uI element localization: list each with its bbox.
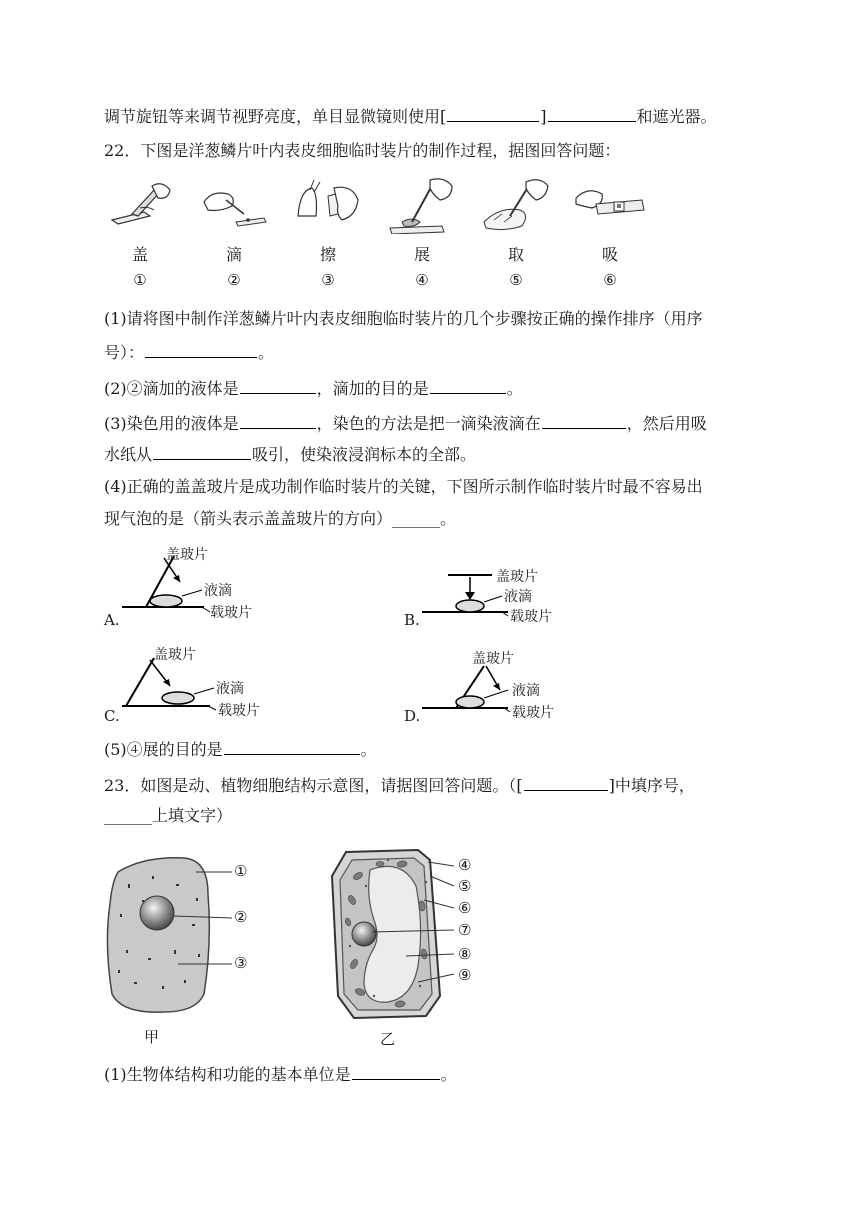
q22-p5-blank[interactable]	[224, 737, 360, 755]
option-c-diagram	[104, 640, 304, 726]
step-take-icon	[480, 176, 552, 234]
q23-p1-blank[interactable]	[352, 1062, 440, 1080]
q22-p3-line-b: 水纸从 吸引，使染液浸润标本的全部。	[104, 442, 476, 466]
plant-cell-figure: ④ ⑤ ⑥ ⑦ ⑧ ⑨ 乙	[330, 846, 510, 1050]
q22-p2-blank-liquid[interactable]	[240, 376, 316, 394]
q22-p2-blank-purpose[interactable]	[430, 376, 506, 394]
q22-p5-line: (5)④展的目的是 。	[104, 737, 377, 761]
q21-blank-number[interactable]	[447, 104, 539, 122]
q21-tail-line: 调节旋钮等来调节视野亮度，单目显微镜则使用[ ] 和遮光器。	[104, 104, 717, 128]
q22-p1-line-a: (1)请将图中制作洋葱鳞片叶内表皮细胞临时装片的几个步骤按正确的操作排序（用序	[104, 309, 703, 328]
step-absorb-icon	[574, 176, 646, 234]
q22-p4-line-b: 现气泡的是（箭头表示盖盖玻片的方向）______。	[104, 509, 457, 528]
option-c[interactable]: C. 盖玻片 液滴 载玻片	[104, 640, 304, 726]
step-drop: 滴 ②	[198, 176, 270, 289]
q22-p3-line-a: (3)染色用的液体是 ，染色的方法是把一滴染液滴在 ，然后用吸	[104, 411, 707, 435]
plant-cell-diagram	[330, 846, 510, 1050]
step-absorb: 吸 ⑥	[574, 176, 646, 289]
option-b[interactable]: B. 盖玻片 液滴 载玻片	[404, 560, 604, 632]
q23-stem-line-b: ______上填文字）	[104, 806, 233, 825]
step-wipe-icon	[292, 176, 364, 234]
q22-p1-blank[interactable]	[145, 340, 257, 358]
step-take: 取 ⑤	[480, 176, 552, 289]
animal-cell-caption: 甲	[144, 1028, 160, 1046]
q22-p4-line-a: (4)正确的盖盖玻片是成功制作临时装片的关键，下图所示制作临时装片时最不容易出	[104, 477, 703, 496]
animal-cell-figure: ① ② ③ 甲	[104, 854, 274, 1044]
q22-p3-blank-position[interactable]	[542, 411, 626, 429]
option-a[interactable]: A. 盖玻片 液滴 载玻片	[104, 540, 304, 630]
step-cover-icon	[104, 176, 176, 234]
q23-p1-line: (1)生物体结构和功能的基本单位是 。	[104, 1062, 457, 1086]
step-spread-icon	[386, 176, 458, 234]
animal-cell-diagram	[104, 854, 274, 1044]
option-d[interactable]: D. 盖玻片 液滴 载玻片	[404, 644, 604, 726]
q23-stem-line-a: 23．如图是动、植物细胞结构示意图，请据图回答问题。（[ ]中填序号，	[104, 773, 695, 797]
step-cover: 盖 ①	[104, 176, 176, 289]
q22-p1-line-b: 号）： 。	[104, 340, 274, 364]
q22-p2-line: (2)②滴加的液体是 ，滴加的目的是 。	[104, 376, 523, 400]
step-drop-icon	[198, 176, 270, 234]
q22-steps-figure	[104, 176, 664, 294]
q22-p3-blank-side[interactable]	[153, 442, 251, 460]
q22-stem: 22．下图是洋葱鳞片叶内表皮细胞临时装片的制作过程，据图回答问题：	[104, 141, 621, 160]
q23-stem-blank-number	[524, 773, 608, 791]
step-spread: 展 ④	[386, 176, 458, 289]
plant-cell-caption: 乙	[380, 1030, 396, 1048]
q22-p3-blank-stain[interactable]	[240, 411, 316, 429]
step-wipe: 擦 ③	[292, 176, 364, 289]
q21-blank-name[interactable]	[548, 104, 636, 122]
